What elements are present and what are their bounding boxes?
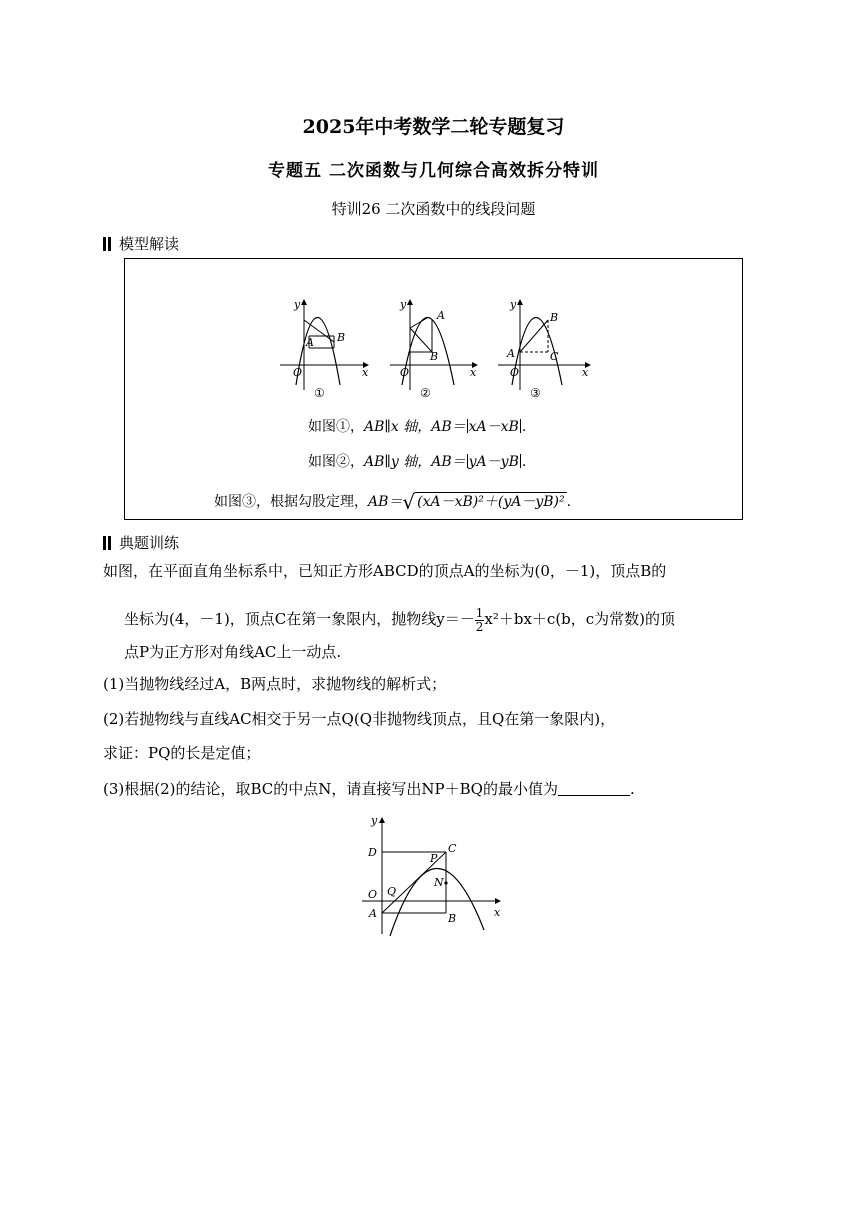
formula1-expr: xA－xB: [468, 419, 519, 435]
problem-fig-y-label: y: [371, 814, 378, 827]
fig3-point-a: A: [507, 347, 515, 360]
intro-part-b: x²＋bx＋c(b，c为常数)的顶: [484, 610, 676, 629]
model-heading-text: 模型解读: [119, 235, 180, 253]
problem-intro-line-3: 点P为正方形对角线AC上一动点.: [124, 643, 342, 661]
fig2-x-label: x: [470, 366, 477, 379]
section-marker-icon: [103, 536, 113, 550]
fig1-y-label: y: [294, 298, 301, 311]
formula1-eq: AB＝: [431, 419, 466, 435]
fig2-number: ②: [420, 386, 431, 400]
problem-fig-point-c: C: [448, 842, 457, 855]
formula3-suffix: .: [566, 494, 572, 510]
fig2-origin-label: O: [400, 366, 410, 379]
model-figure-2: [390, 298, 477, 400]
problem-fig-point-a: A: [369, 907, 377, 920]
formula3-expr: (xA－xB)²＋(yA－yB)²: [417, 494, 565, 510]
fig3-number: ③: [530, 386, 541, 400]
topic-title: 专题五 二次函数与几何综合高效拆分特训: [268, 161, 599, 181]
question-2-continued: 求证：PQ的长是定值；: [103, 744, 261, 762]
model-heading: [103, 233, 179, 254]
section-title: 特训26 二次函数中的线段问题: [331, 200, 536, 218]
fig2-point-a: A: [437, 309, 445, 322]
fig1-number: ①: [314, 386, 325, 400]
model-formula-2: [308, 451, 526, 471]
fig1-x-label: x: [362, 366, 369, 379]
model-formula-1: [308, 416, 526, 436]
question-2: (2)若抛物线与直线AC相交于另一点Q(Q非抛物线顶点，且Q在第一象限内)，: [103, 710, 616, 728]
section-marker-icon: [103, 237, 113, 251]
formula2-suffix: .: [521, 454, 527, 470]
problem-fig-point-q: Q: [387, 885, 397, 898]
intro-part-a: 坐标为(4，－1)，顶点C在第一象限内，抛物线y＝－: [124, 610, 475, 629]
practice-heading-text: 典题训练: [119, 534, 180, 552]
fig3-point-b: B: [550, 311, 559, 324]
model-figure-3: [498, 298, 590, 400]
fig1-origin-label: O: [293, 366, 303, 379]
fig1-point-b: B: [337, 331, 346, 344]
fig2-point-b: B: [430, 350, 439, 363]
problem-figure: [360, 812, 510, 936]
fig3-point-c: C: [550, 350, 559, 363]
model-formula-3: [214, 490, 571, 514]
model-figures: [272, 290, 602, 400]
problem-fig-origin: O: [368, 888, 378, 901]
practice-heading: [103, 532, 179, 553]
problem-fig-point-n: N: [434, 876, 444, 889]
fig3-x-label: x: [582, 366, 589, 379]
fig3-y-label: y: [510, 298, 517, 311]
fig2-y-label: y: [400, 298, 407, 311]
question-1: (1)当抛物线经过A，B两点时，求抛物线的解析式；: [103, 675, 447, 693]
fig1-point-a: A: [306, 336, 314, 349]
model-figure-1: [280, 298, 369, 400]
question-3: [103, 781, 635, 797]
question-3-text: (3)根据(2)的结论，取BC的中点N，请直接写出NP＋BQ的最小值为: [103, 780, 558, 798]
fraction-denominator: 2: [475, 619, 484, 634]
formula2-prefix: 如图②，: [308, 454, 364, 470]
fig3-origin-label: O: [510, 366, 520, 379]
formula1-relation: AB∥x 轴，: [364, 419, 432, 435]
problem-fig-x-label: x: [494, 906, 501, 919]
fraction-numerator: 1: [475, 606, 484, 620]
formula3-prefix: 如图③，根据勾股定理，: [214, 494, 368, 510]
problem-fig-point-d: D: [368, 846, 377, 859]
formula3-eq: AB＝: [368, 494, 403, 510]
answer-blank[interactable]: [558, 781, 630, 796]
formula2-relation: AB∥y 轴，: [364, 454, 432, 470]
formula2-expr: yA－yB: [468, 454, 519, 470]
document-title: 2025年中考数学二轮专题复习: [302, 116, 565, 138]
problem-intro-line-2: [124, 607, 675, 633]
problem-intro-line-1: 如图，在平面直角坐标系中，已知正方形ABCD的顶点A的坐标为(0，－1)，顶点B的: [103, 562, 667, 580]
problem-fig-point-b: B: [448, 912, 457, 925]
problem-fig-point-p: P: [430, 852, 438, 865]
question-3-end: .: [629, 780, 635, 798]
formula1-prefix: 如图①，: [308, 419, 364, 435]
formula2-eq: AB＝: [431, 454, 466, 470]
sqrt-icon: √: [402, 490, 416, 514]
formula1-suffix: .: [521, 419, 527, 435]
fraction-half: [475, 607, 485, 633]
